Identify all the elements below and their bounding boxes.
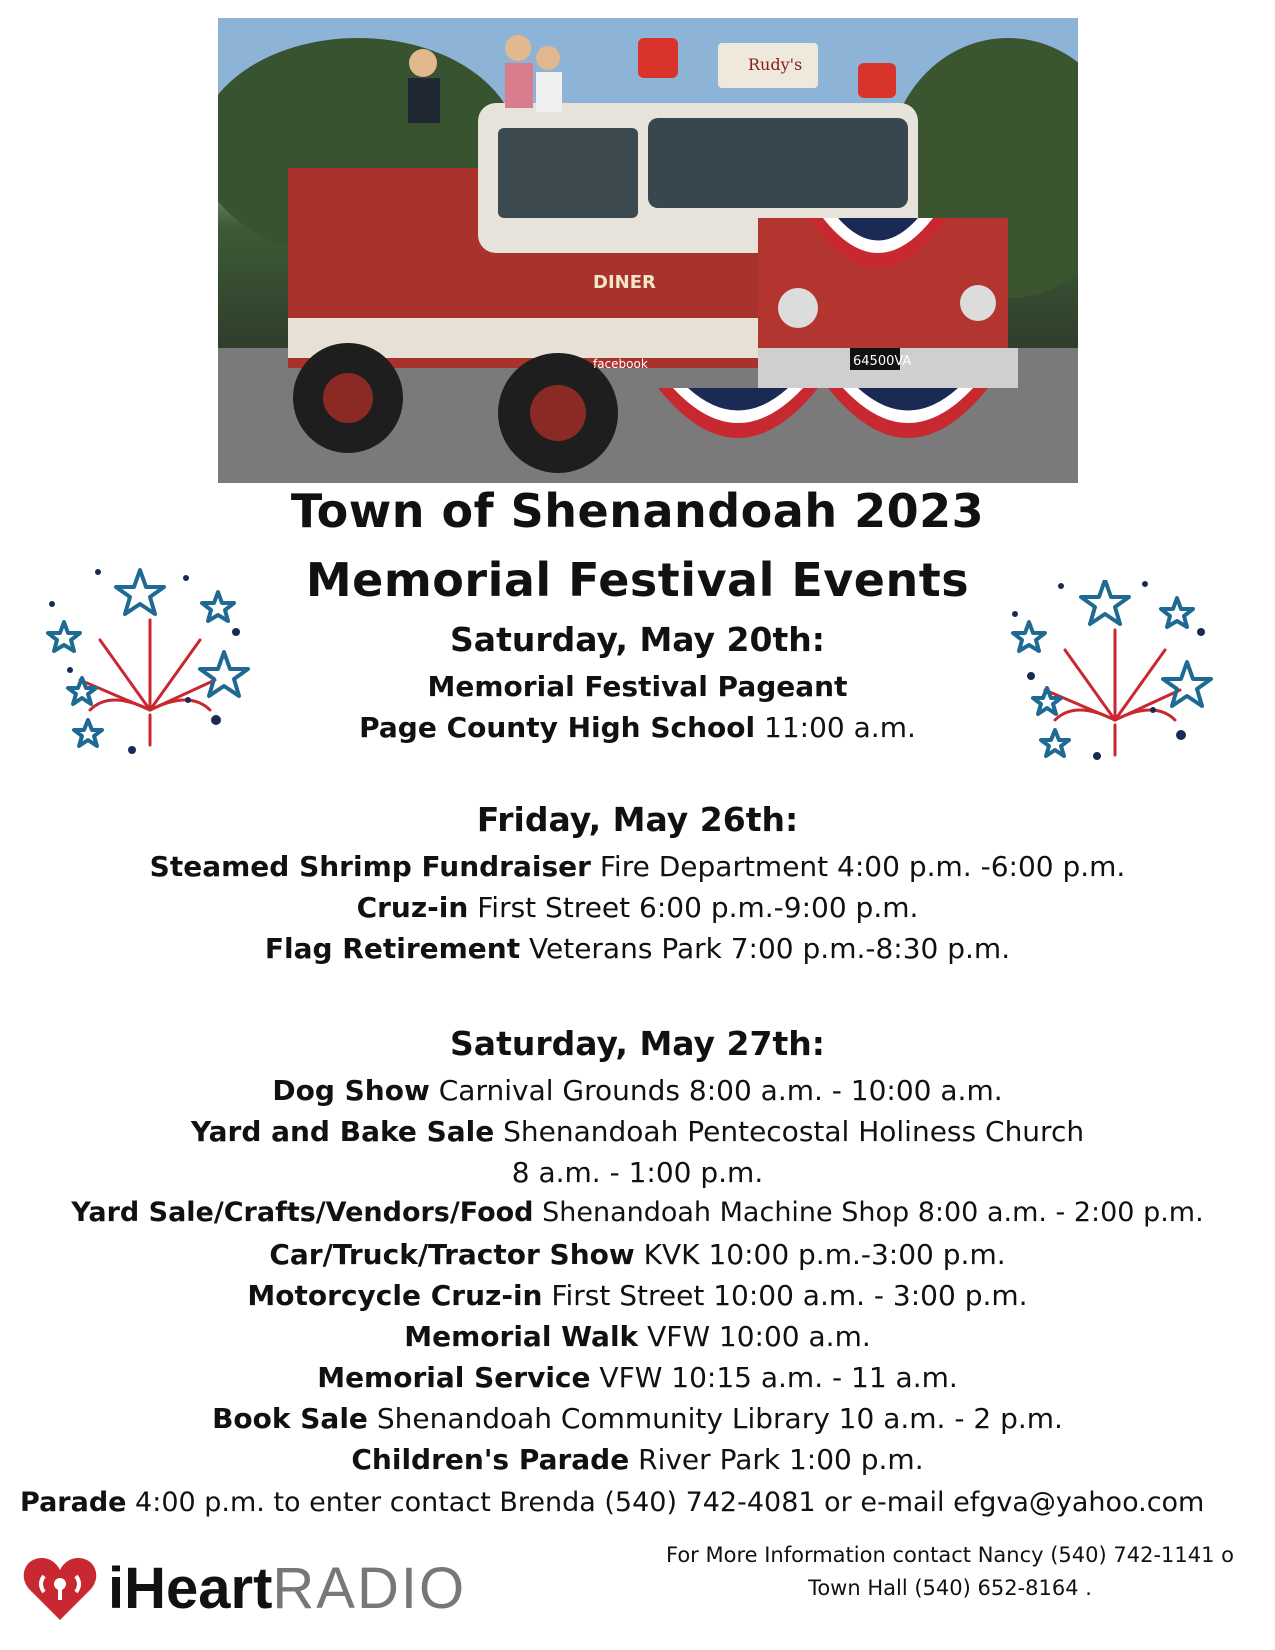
sat27-heading: Saturday, May 27th: bbox=[450, 1024, 825, 1063]
iheart-logo-icon bbox=[20, 1548, 100, 1628]
parade-line bbox=[20, 1487, 1260, 1518]
event-name: Book Sale bbox=[212, 1402, 368, 1435]
event-detail: KVK 10:00 p.m.-3:00 p.m. bbox=[634, 1238, 1006, 1271]
event-name: Flag Retirement bbox=[264, 932, 521, 965]
event-name: Car/Truck/Tractor Show bbox=[269, 1238, 635, 1271]
event-name: Parade bbox=[20, 1487, 127, 1518]
iheart-logo bbox=[20, 1548, 466, 1628]
event-name: Memorial Walk bbox=[404, 1320, 639, 1353]
event-name: Children's Parade bbox=[351, 1443, 630, 1476]
event-name: Page County High School bbox=[359, 711, 756, 744]
sat27-event bbox=[0, 1320, 1275, 1353]
event-detail: Carnival Grounds 8:00 a.m. - 10:00 a.m. bbox=[429, 1074, 1003, 1107]
event-detail: VFW 10:15 a.m. - 11 a.m. bbox=[590, 1361, 958, 1394]
event-detail: VFW 10:00 a.m. bbox=[638, 1320, 871, 1353]
facebook-sign-text: facebook bbox=[593, 357, 648, 371]
event-name: Memorial Service bbox=[317, 1361, 591, 1394]
truck-sign-text: Rudy's bbox=[748, 55, 803, 74]
event-name: Yard and Bake Sale bbox=[190, 1115, 495, 1148]
fri26-event bbox=[0, 891, 1275, 924]
contact-info-line-2: Town Hall (540) 652-8164 . bbox=[808, 1576, 1092, 1600]
sat27-event bbox=[0, 1443, 1275, 1476]
logo-radio-text: RADIO bbox=[272, 1555, 467, 1621]
sat27-event bbox=[0, 1115, 1275, 1148]
diner-sign-text: DINER bbox=[593, 272, 656, 293]
event-name: Cruz-in bbox=[356, 891, 469, 924]
event-name: Steamed Shrimp Fundraiser bbox=[149, 850, 591, 883]
event-name: Yard Sale/Crafts/Vendors/Food bbox=[71, 1197, 534, 1228]
sat27-event bbox=[0, 1361, 1275, 1394]
license-plate: 64500VA bbox=[853, 354, 912, 369]
event-detail: Veterans Park 7:00 p.m.-8:30 p.m. bbox=[520, 932, 1011, 965]
contact-info-line-1: For More Information contact Nancy (540) 742-1141 o bbox=[665, 1543, 1235, 1567]
fri26-heading: Friday, May 26th: bbox=[476, 800, 799, 839]
event-detail: 11:00 a.m. bbox=[755, 711, 916, 744]
sat27-event bbox=[0, 1279, 1275, 1312]
event-detail: Fire Department 4:00 p.m. -6:00 p.m. bbox=[590, 850, 1126, 883]
logo-brand-text: iHeart bbox=[108, 1555, 273, 1621]
event-detail: First Street 6:00 p.m.-9:00 p.m. bbox=[468, 891, 919, 924]
sat27-event bbox=[0, 1402, 1275, 1435]
title-line-2: Memorial Festival Events bbox=[305, 553, 970, 607]
sat27-event bbox=[0, 1156, 1275, 1189]
event-detail: River Park 1:00 p.m. bbox=[629, 1443, 924, 1476]
sat27-event bbox=[0, 1074, 1275, 1107]
event-name: Dog Show bbox=[272, 1074, 430, 1107]
sat27-event bbox=[0, 1197, 1275, 1228]
sat20-event-2 bbox=[0, 711, 1275, 744]
event-name: Motorcycle Cruz-in bbox=[247, 1279, 543, 1312]
event-detail: 4:00 p.m. to enter contact Brenda (540) 742-4081 or e-mail efgva@yahoo.com bbox=[126, 1487, 1205, 1518]
event-detail: Shenandoah Pentecostal Holiness Church bbox=[494, 1115, 1085, 1148]
event-detail: Shenandoah Community Library 10 a.m. - 2 p.m. bbox=[367, 1402, 1063, 1435]
event-detail: 8 a.m. - 1:00 p.m. bbox=[511, 1156, 764, 1189]
sat20-event-1: Memorial Festival Pageant bbox=[427, 670, 848, 703]
fri26-event bbox=[0, 932, 1275, 965]
fri26-event bbox=[0, 850, 1275, 883]
sat27-event bbox=[0, 1238, 1275, 1271]
title-line-1: Town of Shenandoah 2023 bbox=[290, 484, 985, 538]
fire-truck-photo bbox=[218, 18, 1078, 483]
event-detail: First Street 10:00 a.m. - 3:00 p.m. bbox=[542, 1279, 1028, 1312]
event-detail: Shenandoah Machine Shop 8:00 a.m. - 2:00 p.m. bbox=[533, 1197, 1204, 1228]
sat20-heading: Saturday, May 20th: bbox=[450, 620, 825, 659]
